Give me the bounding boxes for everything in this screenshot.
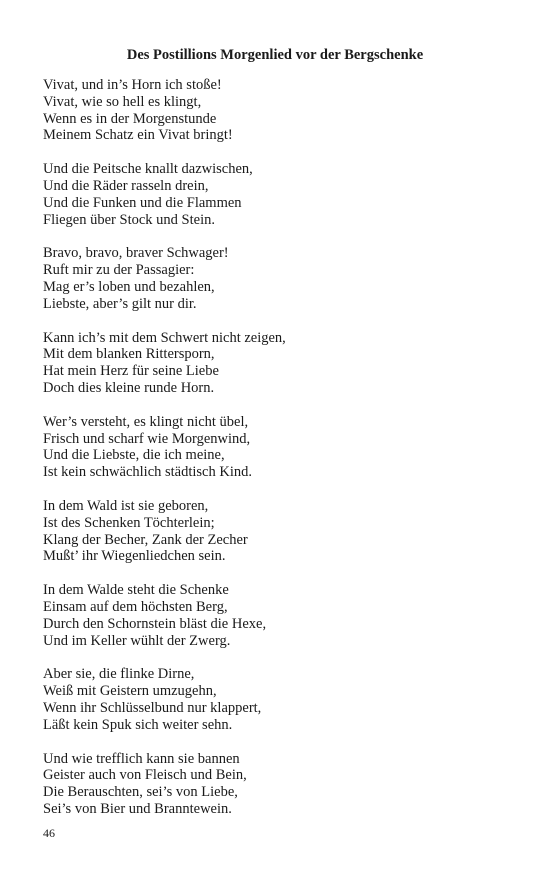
poem-line: Vivat, und in’s Horn ich stoße! (43, 77, 222, 93)
poem-line: Ruft mir zu der Passagier: (43, 262, 195, 279)
stanza (43, 161, 523, 228)
poem-line: Geister auch von Fleisch und Bein, (43, 767, 247, 784)
poem-line: Aber sie, die flinke Dirne, (43, 666, 195, 683)
poem-line: Vivat, wie so hell es klingt, (43, 93, 202, 110)
poem-line: Mußt’ ihr Wiegenliedchen sein. (43, 548, 226, 565)
poem-line: Und die Peitsche knallt dazwischen, (43, 161, 253, 178)
stanza (43, 666, 523, 733)
poem-line: Ist kein schwächlich städtisch Kind. (43, 464, 252, 481)
stanza (43, 498, 523, 565)
poem-line: Einsam auf dem höchsten Berg, (43, 598, 228, 615)
poem-line: Die Berauschten, sei’s von Liebe, (43, 784, 238, 801)
poem-line: Wenn es in der Morgenstunde (43, 110, 217, 127)
poem-line: Durch den Schornstein bläst die Hexe, (43, 615, 267, 632)
stanza (43, 582, 523, 649)
page-number: 46 (43, 826, 55, 840)
poem-line: Hat mein Herz für seine Liebe (43, 363, 219, 380)
poem-line: Und die Räder rasseln drein, (43, 177, 209, 194)
stanza (43, 751, 523, 818)
poem-line: Und im Keller wühlt der Zwerg. (43, 632, 231, 649)
poem-line: Meinem Schatz ein Vivat bringt! (43, 127, 233, 144)
poem-title: Des Postillions Morgenlied vor der Bergschenke (126, 47, 424, 63)
poem-line: Doch dies kleine runde Horn. (43, 379, 215, 396)
poem-line: Frisch und scharf wie Morgenwind, (43, 430, 251, 447)
poem-line: Klang der Becher, Zank der Zecher (43, 531, 248, 548)
poem-line: Wer’s versteht, es klingt nicht übel, (43, 413, 249, 430)
poem-line: In dem Wald ist sie geboren, (43, 497, 209, 514)
poem-line: Kann ich’s mit dem Schwert nicht zeigen, (43, 329, 286, 346)
stanza (43, 77, 523, 144)
poem-line: Fliegen über Stock und Stein. (43, 211, 215, 228)
stanza (43, 330, 523, 397)
stanza (43, 245, 523, 312)
poem-line: Liebste, aber’s gilt nur dir. (43, 295, 197, 312)
poem-line: Und die Liebste, die ich meine, (43, 447, 225, 464)
poem-line: In dem Walde steht die Schenke (43, 582, 229, 599)
poem-line: Ist des Schenken Töchterlein; (43, 514, 215, 531)
poem-line: Wenn ihr Schlüsselbund nur klappert, (43, 699, 262, 716)
poem-line: Mag er’s loben und bezahlen, (43, 278, 215, 295)
poem-line: Weiß mit Geistern umzugehn, (43, 683, 217, 700)
poem-line: Läßt kein Spuk sich weiter sehn. (43, 716, 233, 733)
poem-line: Mit dem blanken Rittersporn, (43, 346, 215, 363)
stanza (43, 414, 523, 481)
poem-line: Und die Funken und die Flammen (43, 194, 242, 211)
poem-line: Sei’s von Bier und Branntewein. (43, 800, 232, 817)
poem-body (43, 77, 523, 835)
poem-line: Und wie trefflich kann sie bannen (43, 750, 240, 767)
poem-line: Bravo, bravo, braver Schwager! (43, 245, 229, 262)
